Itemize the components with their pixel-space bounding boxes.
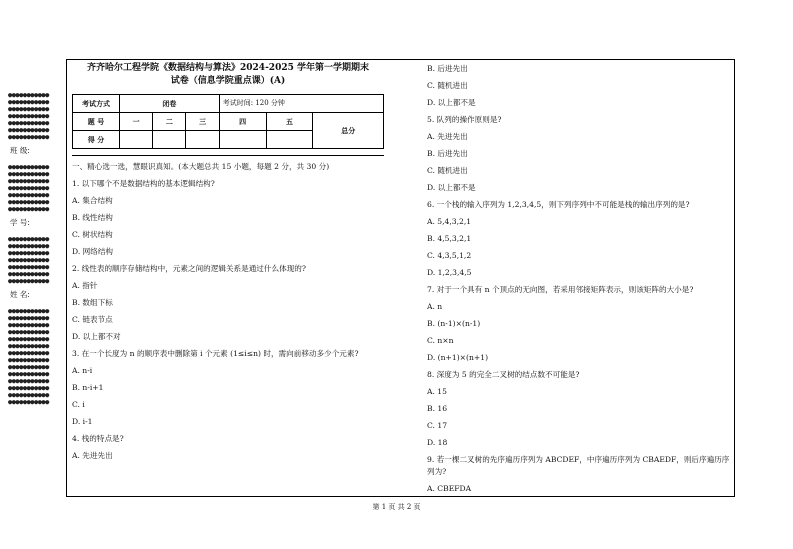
option: B. 数组下标 — [72, 298, 113, 307]
question-8: 8. 深度为 5 的完全二叉树的结点数不可能是? — [427, 370, 580, 379]
question-number-5: 五 — [266, 113, 313, 131]
exam-method-value: 闭卷 — [120, 95, 220, 113]
binding-dots: ●●●●●●●●●●● ●●●●●●●●●●● ●●●●●●●●●●● ●●●●●●●●●●● ●●●●●●●●●●● ●●●●●●●●●●● ●●●●●●●●●●● — [8, 163, 49, 213]
question-number-2: 二 — [153, 113, 186, 131]
binding-margin — [8, 92, 60, 406]
option: D. 1,2,3,4,5 — [427, 268, 472, 277]
option: D. 18 — [427, 438, 448, 447]
question-number-1: 一 — [120, 113, 153, 131]
binding-dots: ●●●●●●●●●●● ●●●●●●●●●●● ●●●●●●●●●●● ●●●●●●●●●●● ●●●●●●●●●●● ●●●●●●●●●●● ●●●●●●●●●●● — [8, 235, 49, 285]
option: A. 5,4,3,2,1 — [427, 217, 472, 226]
question-9: 9. 若一棵二叉树的先序遍历序列为 ABCDEF，中序遍历序列为 CBAEDF，则后序遍历序列为? — [427, 455, 730, 476]
name-label: 姓 名: — [10, 290, 30, 299]
option: C. 树状结构 — [72, 230, 113, 239]
option: C. 链表节点 — [72, 315, 113, 324]
score-cell[interactable] — [120, 131, 153, 149]
option: B. 16 — [427, 404, 448, 413]
option: C. 随机进出 — [427, 81, 468, 90]
option: D. 以上都不对 — [72, 332, 121, 341]
option: C. 随机进出 — [427, 166, 468, 175]
page-footer: 第 1 页 共 2 页 — [372, 503, 421, 511]
exam-time: 考试时间: 120 分钟 — [219, 95, 383, 113]
option: B. n-i+1 — [72, 383, 104, 392]
option: A. 先进先出 — [72, 451, 113, 460]
option: A. n-i — [72, 366, 93, 375]
title-line-1: 齐齐哈尔工程学院《数据结构与算法》2024-2025 学年第一学期期末 — [87, 63, 369, 73]
option: A. 指针 — [72, 281, 98, 290]
question-5: 5. 队列的操作原则是? — [427, 115, 502, 124]
exam-page-frame — [66, 59, 735, 497]
option: A. 集合结构 — [72, 196, 113, 205]
question-number-4: 四 — [219, 113, 266, 131]
score-label: 得 分 — [73, 131, 120, 149]
exam-method-label: 考试方式 — [73, 95, 120, 113]
binding-dots: ●●●●●●●●●●● ●●●●●●●●●●● ●●●●●●●●●●● ●●●●●●●●●●● ●●●●●●●●●●● ●●●●●●●●●●● ●●●●●●●●●●● — [8, 91, 49, 141]
section-divider — [72, 155, 384, 156]
score-cell[interactable] — [266, 131, 313, 149]
option: A. CBEFDA — [427, 484, 472, 493]
question-1: 1. 以下哪个不是数据结构的基本逻辑结构? — [72, 179, 215, 188]
left-column — [72, 60, 384, 464]
option: A. n — [427, 302, 443, 311]
question-2: 2. 线性表的顺序存储结构中，元素之间的逻辑关系是通过什么体现的? — [72, 264, 306, 273]
option: D. (n+1)×(n+1) — [427, 353, 489, 362]
option: D. 网络结构 — [72, 247, 114, 256]
option: D. i-1 — [72, 417, 93, 426]
title-line-2: 试卷（信息学院重点课）(A) — [170, 76, 286, 86]
score-cell[interactable] — [219, 131, 266, 149]
option: D. 以上都不是 — [427, 98, 476, 107]
section-heading: 一、精心选一选，慧眼识真知。(本大题总共 15 小题，每题 2 分，共 30 分) — [72, 162, 330, 171]
option: B. 后进先出 — [427, 64, 468, 73]
option: B. 4,5,3,2,1 — [427, 234, 472, 243]
class-label: 班 级: — [10, 146, 30, 155]
binding-dots: ●●●●●●●●●●● ●●●●●●●●●●● ●●●●●●●●●●● ●●●●●●●●●●● ●●●●●●●●●●● ●●●●●●●●●●● ●●●●●●●●●●● — [8, 307, 49, 357]
option: C. 4,3,5,1,2 — [427, 251, 472, 260]
option: C. n×n — [427, 336, 454, 345]
right-column — [427, 60, 732, 497]
binding-dots: ●●●●●●●●●●● ●●●●●●●●●●● ●●●●●●●●●●● ●●●●●●●●●●● ●●●●●●●●●●● ●●●●●●●●●●● ●●●●●●●●●●● — [8, 356, 49, 406]
option: D. 以上都不是 — [427, 183, 476, 192]
question-6: 6. 一个栈的输入序列为 1,2,3,4,5，则下列序列中不可能是栈的输出序列的是? — [427, 200, 690, 209]
exam-info-table — [72, 94, 384, 149]
option: A. 先进先出 — [427, 132, 468, 141]
option: B. 线性结构 — [72, 213, 113, 222]
option: B. (n-1)×(n-1) — [427, 319, 481, 328]
score-cell[interactable] — [186, 131, 219, 149]
student-id-label: 学 号: — [10, 218, 30, 227]
option: A. 15 — [427, 387, 447, 396]
exam-title — [72, 62, 384, 88]
option: C. 17 — [427, 421, 448, 430]
question-number-3: 三 — [186, 113, 219, 131]
question-4: 4. 栈的特点是? — [72, 434, 124, 443]
question-number-label: 题 号 — [73, 113, 120, 131]
total-score-label: 总分 — [313, 113, 384, 149]
question-7: 7. 对于一个具有 n 个顶点的无向图，若采用邻接矩阵表示，则该矩阵的大小是? — [427, 285, 694, 294]
option: B. 后进先出 — [427, 149, 468, 158]
question-3: 3. 在一个长度为 n 的顺序表中删除第 i 个元素 (1≤i≤n) 时，需向前移动多少个元素? — [72, 349, 359, 358]
option: C. i — [72, 400, 85, 409]
score-cell[interactable] — [153, 131, 186, 149]
